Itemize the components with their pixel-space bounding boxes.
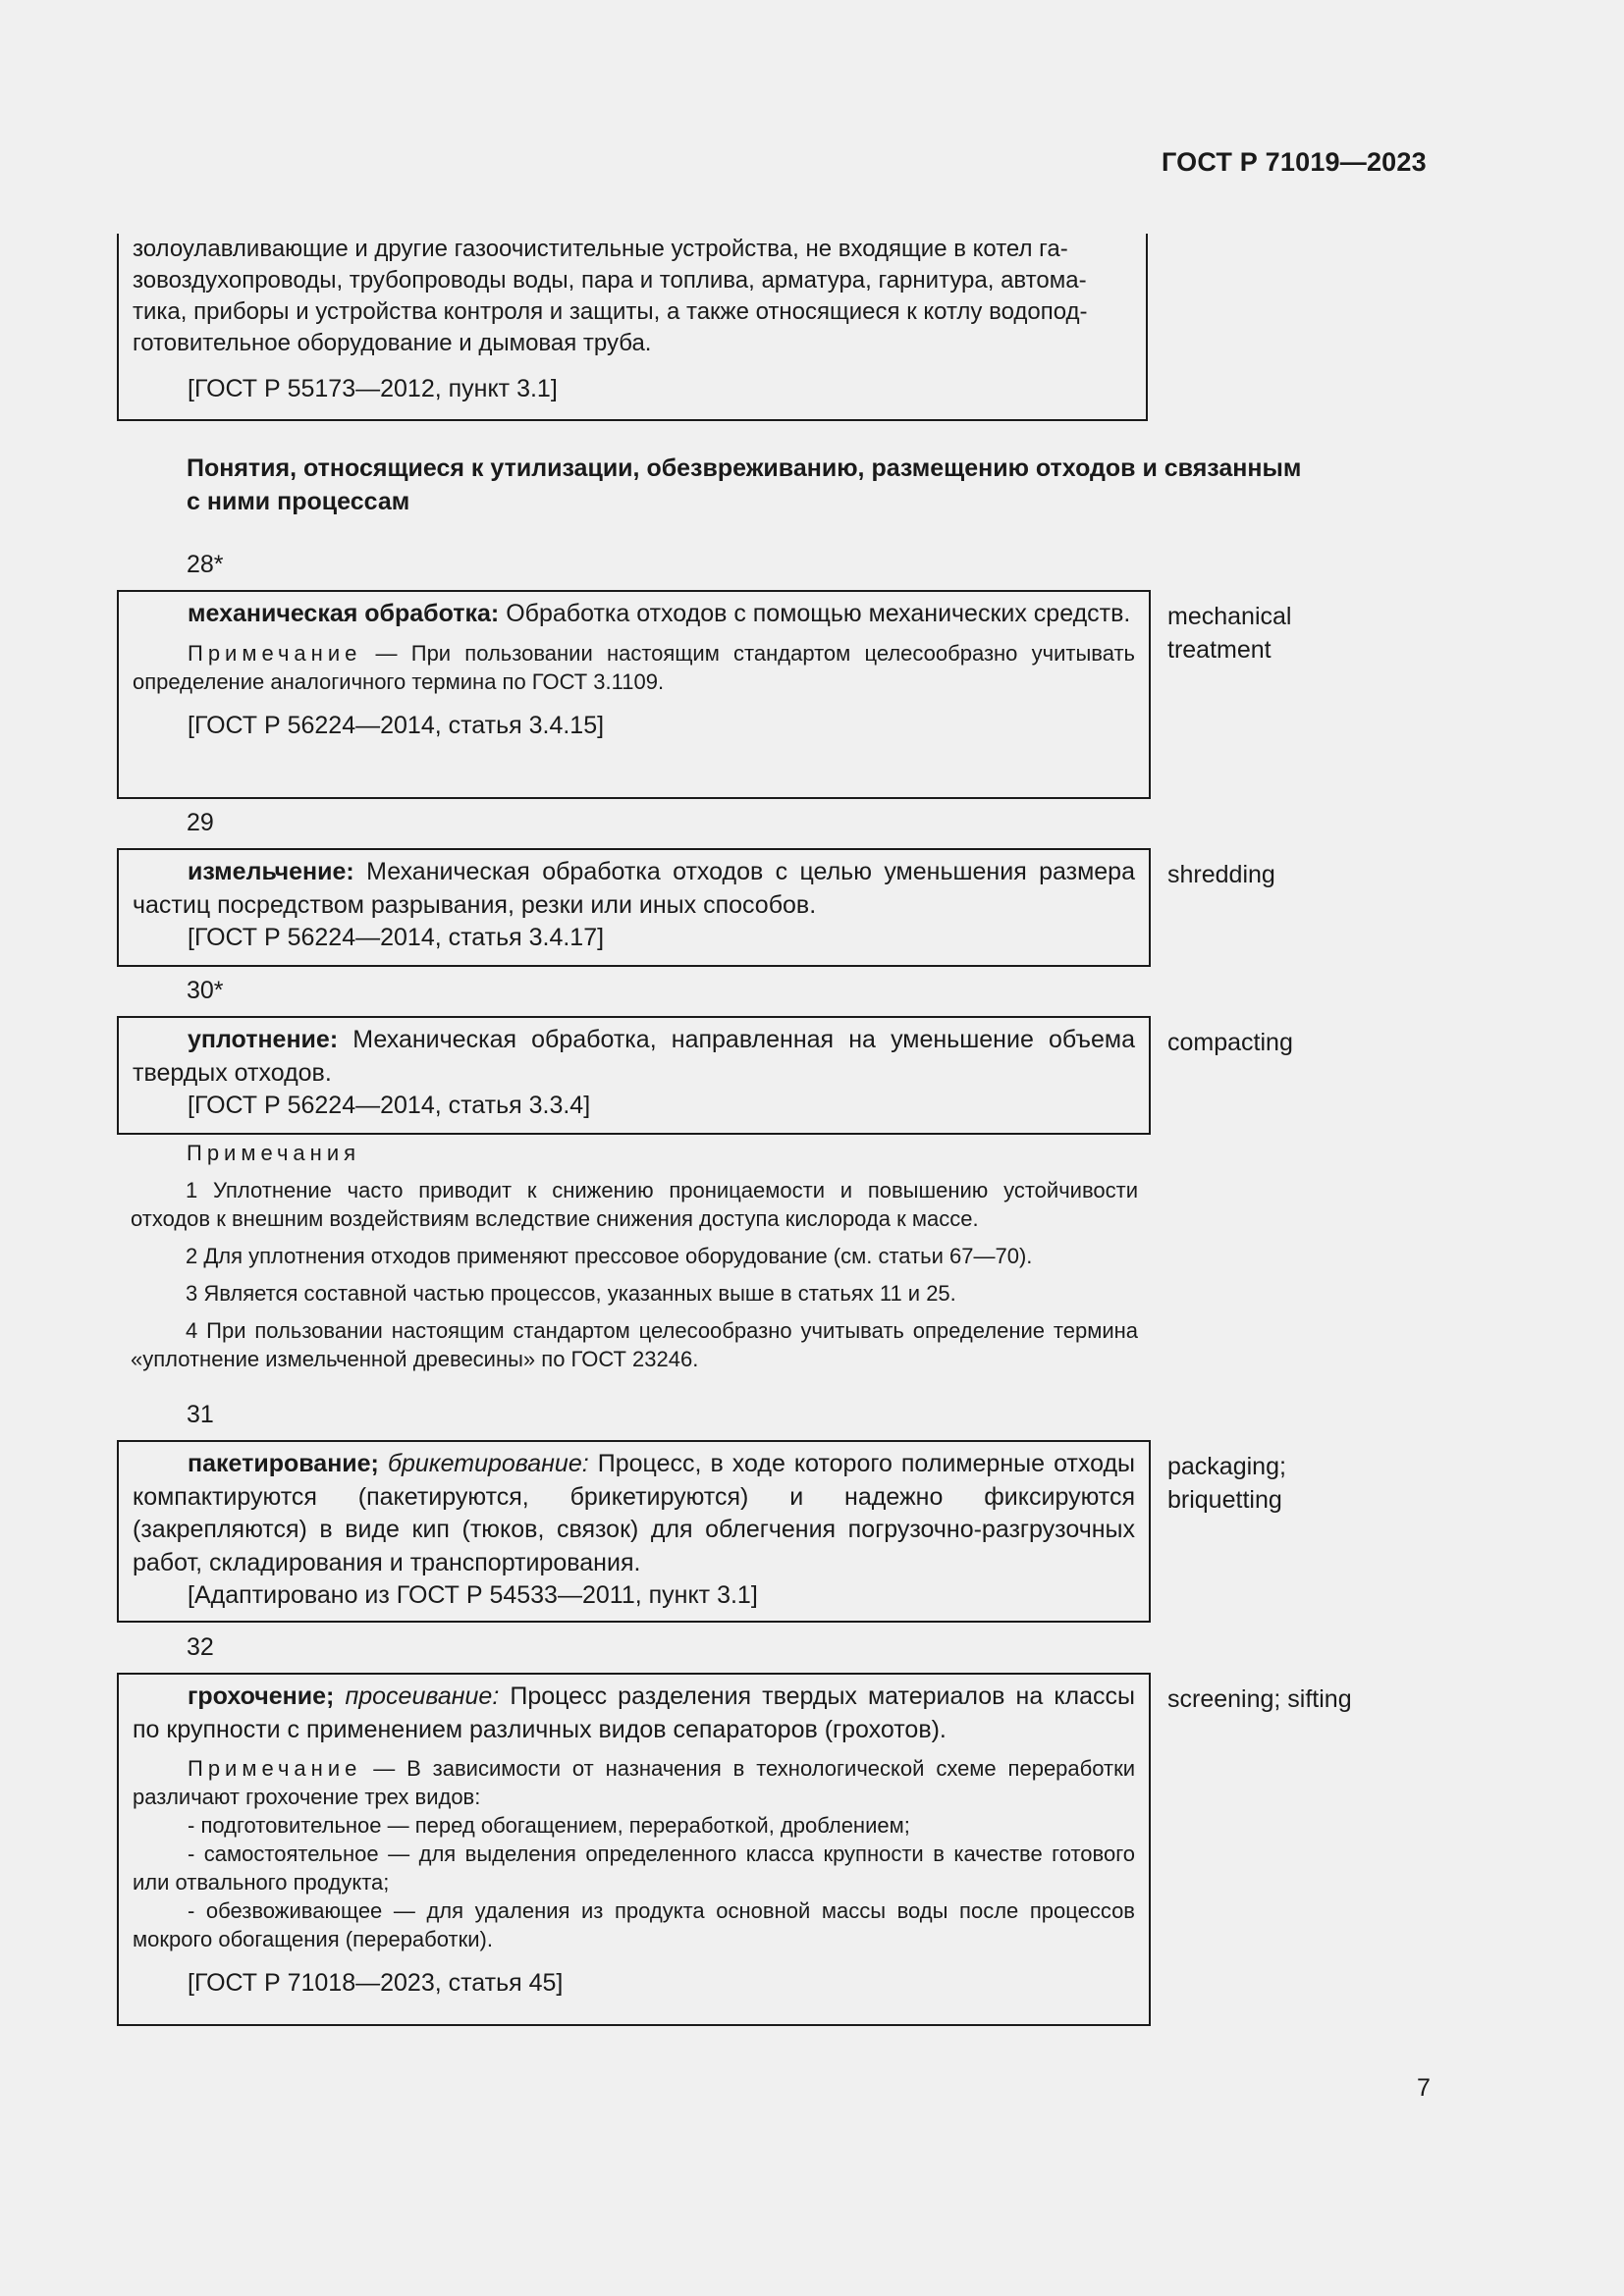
section-heading <box>187 452 1453 518</box>
term-entry-box <box>117 1440 1151 1623</box>
note-label: Примечание <box>188 1756 362 1781</box>
note-text: — При пользовании настоящим стандартом целесообразно учитывать определение аналогичного термина по ГОСТ 3.1109. <box>133 640 1135 694</box>
term-definition <box>133 598 1135 631</box>
note-text: — В зависимости от назначения в технологической схеме переработки различают грохочение трех видов: <box>133 1756 1135 1809</box>
english-equivalent <box>1167 1683 1352 1717</box>
english-term-line: shredding <box>1167 861 1275 888</box>
page-number: 7 <box>1417 2074 1431 2102</box>
english-term-line: treatment <box>1167 635 1272 664</box>
term-entry-box <box>117 590 1151 799</box>
term-entry-box <box>117 1016 1151 1135</box>
term-definition <box>133 1681 1135 1746</box>
term-entry-box <box>117 848 1151 967</box>
previous-entry-reference: [ГОСТ Р 55173—2012, пункт 3.1] <box>188 375 558 402</box>
definition-text: Механическая обработка отходов с целью уменьшения размера частиц посредством разрывания, резки или иных способов. <box>133 858 1135 919</box>
term-synonym: просеивание: <box>334 1682 500 1710</box>
notes-title: Примечания <box>187 1141 361 1165</box>
term-name: пакетирование; <box>188 1450 379 1477</box>
definition-text: Обработка отходов с помощью механических средств. <box>499 600 1131 627</box>
note-item: 2 Для уплотнения отходов применяют прессовое оборудование (см. статьи 67—70). <box>186 1244 1033 1268</box>
definition-text: Механическая обработка, направленная на уменьшение объема твердых отходов. <box>133 1026 1135 1087</box>
previous-entry-line: тика, приборы и устройства контроля и защиты, а также относящиеся к котлу водопод- <box>133 298 1088 325</box>
term-definition <box>133 1024 1135 1090</box>
note-bullet: - самостоятельное — для выделения определенного класса крупности в качестве готового или отвального продукта; <box>133 1842 1135 1895</box>
term-entry-box <box>117 1673 1151 2026</box>
previous-entry-line: золоулавливающие и другие газоочистительные устройства, не входящие в котел га- <box>133 236 1068 262</box>
term-reference: [ГОСТ Р 56224—2014, статья 3.3.4] <box>188 1092 591 1119</box>
english-term-line: briquetting <box>1167 1485 1282 1514</box>
term-synonym: брикетирование: <box>378 1450 589 1477</box>
term-definition <box>133 1448 1135 1579</box>
term-reference: [ГОСТ Р 56224—2014, статья 3.4.15] <box>188 711 605 739</box>
term-reference: [ГОСТ Р 71018—2023, статья 45] <box>188 1969 564 1997</box>
entry-number: 28* <box>187 551 224 578</box>
previous-entry-line: готовительное оборудование и дымовая труба. <box>133 330 652 356</box>
previous-entry-line: зовоздухопроводы, трубопроводы воды, пара и топлива, арматура, гарнитура, автома- <box>133 267 1087 294</box>
english-equivalent <box>1167 859 1275 892</box>
entry-number: 32 <box>187 1633 214 1661</box>
entry-number: 31 <box>187 1401 214 1428</box>
term-reference: [Адаптировано из ГОСТ Р 54533—2011, пункт 3.1] <box>188 1581 758 1609</box>
note-bullet: - подготовительное — перед обогащением, переработкой, дроблением; <box>188 1813 910 1838</box>
document-code: ГОСТ Р 71019—2023 <box>1162 147 1427 177</box>
english-term-line: packaging; <box>1167 1453 1286 1480</box>
note-item: 4 При пользовании настоящим стандартом целесообразно учитывать определение термина «уплотнение измельченной древесины» по ГОСТ 23246. <box>131 1318 1138 1371</box>
term-name: измельчение: <box>188 858 354 885</box>
term-note <box>133 1754 1135 1811</box>
note-item: 1 Уплотнение часто приводит к снижению проницаемости и повышению устойчивости отходов к внешним воздействиям вследствие снижения доступа кислорода к массе. <box>131 1178 1138 1231</box>
term-name: уплотнение: <box>188 1026 339 1053</box>
english-equivalent <box>1167 601 1291 667</box>
previous-entry-box <box>117 234 1148 421</box>
definition-text: Процесс, в ходе которого полимерные отходы компактируются (пакетируются, брикетируются) и надежно фиксируются (закрепляются) в виде кип (тюков, связок) для облегчения погрузочно-разгрузочных работ, складирования и транспортирования. <box>133 1450 1135 1576</box>
note-bullet: - обезвоживающее — для удаления из продукта основной массы воды после процессов мокрого обогащения (переработки). <box>133 1898 1135 1951</box>
term-name: механическая обработка: <box>188 600 500 627</box>
english-term-line: mechanical <box>1167 603 1292 630</box>
section-heading-line: с ними процессам <box>187 488 410 515</box>
entry-number: 29 <box>187 809 214 836</box>
note-label: Примечание <box>188 640 362 666</box>
term-reference: [ГОСТ Р 56224—2014, статья 3.4.17] <box>188 924 605 951</box>
english-term-line: screening; sifting <box>1167 1685 1352 1713</box>
term-name: грохочение; <box>188 1682 335 1710</box>
note-item: 3 Является составной частью процессов, указанных выше в статьях 11 и 25. <box>186 1281 956 1306</box>
term-note <box>133 639 1135 696</box>
section-heading-line: Понятия, относящиеся к утилизации, обезвреживанию, размещению отходов и связанным <box>187 454 1302 482</box>
english-equivalent <box>1167 1027 1293 1060</box>
entry-number: 30* <box>187 977 224 1004</box>
english-term-line: compacting <box>1167 1029 1293 1056</box>
notes-block <box>131 1139 1138 1382</box>
definition-text: Процесс разделения твердых материалов на классы по крупности с применением различных видов сепараторов (грохотов). <box>133 1682 1136 1743</box>
english-equivalent <box>1167 1451 1286 1517</box>
term-definition <box>133 856 1135 922</box>
